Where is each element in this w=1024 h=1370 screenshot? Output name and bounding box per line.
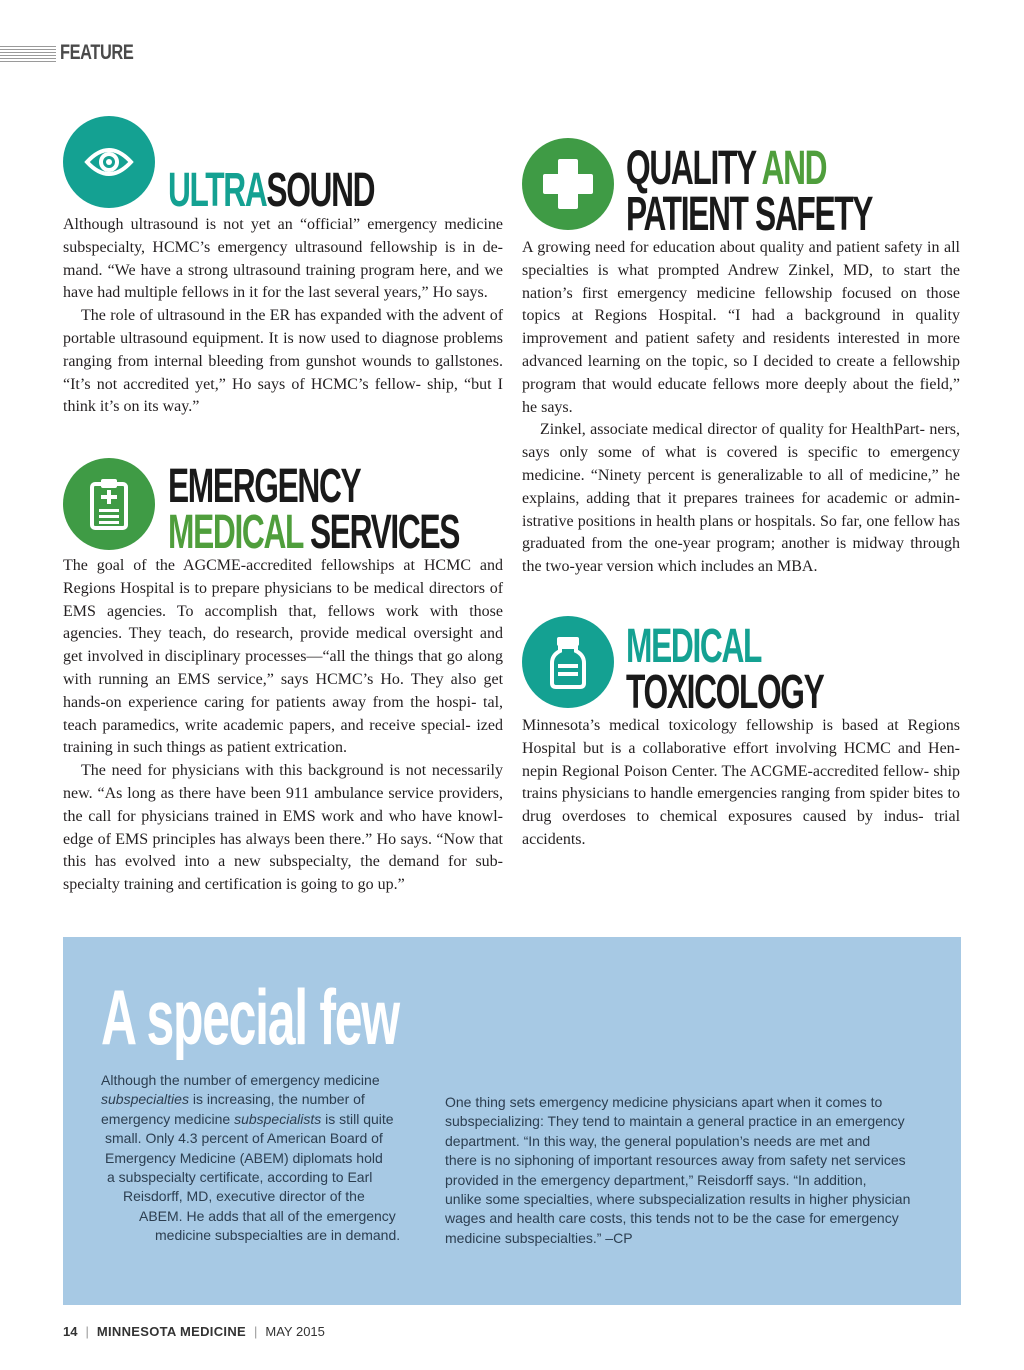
text-line: those topics at Regions Hospital. “I had a background in quality (522, 284, 960, 325)
ultrasound-heading-part-a: ULTRA (168, 164, 267, 217)
sidebar-right-line: provided in the emergency department,” Reisdorff says. “In addition, (445, 1171, 867, 1188)
toxicology-heading (626, 620, 824, 719)
text-line: get hands-on experience caring for patients away from the hospi- (63, 670, 504, 711)
ultrasound-paragraph-1 (63, 214, 503, 305)
ultrasound-icon-circle (63, 116, 155, 208)
section-tag-hatch (0, 44, 56, 62)
text-line: Regions Hospital is to prepare physicians to be medical directors (63, 579, 485, 597)
toxicology-heading-part-b: TOXICOLOGY (626, 666, 824, 719)
sidebar-left-line: Reisdorff, MD, executive director of the (123, 1188, 365, 1205)
text-line: mand. “We have a strong ultrasound training program here, and (63, 261, 480, 279)
sidebar-left-line: subspecialties is increasing, the number of (101, 1091, 365, 1108)
text-line: advanced learning on the topic, so I decided to create a fellowship (522, 352, 960, 370)
sidebar-left-line: Although the number of emergency medicine (101, 1072, 380, 1088)
quality-heading-part-b: AND (761, 142, 827, 195)
text-line: tal, teach paramedics, write academic papers, and receive special- (63, 693, 504, 734)
issue-date: MAY 2015 (265, 1324, 325, 1339)
text-line: Although ultrasound is not yet an “official” emergency medicine (63, 216, 503, 233)
sidebar-right-line: unlike some specialties, where subspecialization results in higher physician (445, 1191, 911, 1208)
quality-paragraph-2 (522, 419, 960, 579)
ems-heading (168, 460, 460, 559)
quality-heading (626, 142, 873, 241)
toxicology-heading-part-a: MEDICAL (626, 620, 762, 673)
eye-icon (84, 144, 134, 180)
text-line: ized training in such things as patient extrication. (63, 716, 504, 757)
ultrasound-heading-part-b: SOUND (266, 164, 375, 217)
text-line: The role of ultrasound in the ER has expanded with the advent (81, 307, 486, 325)
footer-separator: | (85, 1324, 89, 1339)
text-line: The need for physicians with this background is not necessarily (81, 762, 503, 780)
toxicology-body (522, 715, 960, 852)
quality-body (522, 237, 960, 579)
text-line: to gallstones. “It’s not accredited yet,” Ho says of HCMC’s fellow- (63, 352, 504, 393)
sidebar-right-line: subspecializing: They tend to maintain a general practice in an emergency (445, 1113, 905, 1130)
ems-icon-circle (63, 458, 155, 550)
medical-cross-icon (541, 157, 595, 211)
sidebar-box (63, 937, 961, 1305)
ems-heading-part-a: EMERGENCY (168, 460, 361, 513)
text-line: ship trains physicians to handle emergencies ranging from spider (522, 762, 961, 803)
toxicology-icon-circle (522, 616, 614, 708)
text-line: A growing need for education about quality and patient safety (522, 239, 923, 256)
quality-icon-circle (522, 138, 614, 230)
emphasis: subspecialists (234, 1110, 322, 1127)
text-line: agencies. They teach, do research, provide medical oversight and (63, 625, 503, 643)
text-line: in all specialties is what prompted Andrew Zinkel, MD, to start (522, 239, 960, 279)
text-line: bites to drug overdoses to chemical exposures caused by indus- (522, 785, 960, 826)
ems-body (63, 555, 503, 897)
ultrasound-paragraph-2 (63, 305, 503, 419)
clipboard-icon (89, 478, 129, 530)
text-line: medicine. “Ninety percent is generalizable to all of medicine,” he (522, 466, 960, 484)
sidebar-left-line: Emergency Medicine (ABEM) diplomats hold (105, 1149, 383, 1166)
ems-heading-part-c: SERVICES (309, 506, 460, 559)
ems-paragraph-1 (63, 555, 503, 760)
text-line: improvement and patient safety and residents interested in more (522, 330, 960, 348)
sidebar-right-line: there is no siphoning of important resources away from safety net services (445, 1152, 906, 1169)
sidebar-right-column (445, 1093, 941, 1248)
page-footer (63, 1324, 325, 1339)
text-line: subspecialty, HCMC’s emergency ultrasound fellowship is in de- (63, 238, 503, 256)
magazine-name: MINNESOTA MEDICINE (96, 1324, 246, 1339)
text-line: problems ranging from internal bleeding from gunshot wounds (63, 329, 504, 370)
sidebar-right-line: One thing sets emergency medicine physicians apart when it comes to (445, 1094, 883, 1110)
ems-heading-part-b: MEDICAL (168, 506, 303, 559)
text-line: of EMS agencies. To accomplish that, fellows work with those (63, 579, 504, 620)
text-line: get involved in disciplinary processes—“all the things that go (63, 648, 463, 666)
sidebar-title: A special few (101, 973, 399, 1061)
quality-heading-part-c: PATIENT SAFETY (626, 188, 873, 241)
sidebar-right-line: department. “In this way, the general population’s needs are met and (445, 1132, 871, 1149)
quality-heading-part-a: QUALITY (626, 142, 756, 195)
text-line: that this has evolved into a new subspecialty, the demand for sub- (63, 830, 503, 871)
sidebar-left-line: small. Only 4.3 percent of American Board of (105, 1130, 383, 1147)
text-line: ship, “but I think it’s on its way.” (63, 375, 504, 416)
text-line: the nation’s first emergency medicine fellowship focused on (522, 261, 960, 302)
text-line: along with running an EMS service,” says HCMC’s Ho. They also (63, 648, 503, 688)
emphasis: subspecialties (101, 1091, 189, 1108)
text-line: the call for physicians trained in EMS work and who have knowl- (63, 807, 503, 825)
toxicology-paragraph-1 (522, 715, 960, 852)
text-line: Zinkel, associate medical director of quality for HealthPart- (540, 421, 925, 439)
text-line: The goal of the AGCME-accredited fellowships at HCMC and (63, 557, 503, 574)
ultrasound-body (63, 214, 503, 419)
sidebar-left-column (101, 1071, 421, 1246)
text-line: Minnesota’s medical toxicology fellowship is based at Regions (522, 717, 960, 734)
sidebar-left-line: a subspecialty certificate, according to Earl (107, 1169, 373, 1186)
section-tag (0, 40, 154, 66)
footer-separator: | (253, 1324, 258, 1339)
text-line: he says. (522, 398, 573, 416)
sidebar-right-line: medicine subspecialties.” –CP (445, 1229, 633, 1246)
text-line: nepin Regional Poison Center. The ACGME-accredited fellow- (522, 762, 930, 780)
text-line: specialty training and certification is going to go up.” (63, 876, 405, 894)
sidebar-right-line: wages and health care costs, this tends not to be the case for emergency (445, 1210, 899, 1227)
sidebar-left-line: emergency medicine subspecialists is still quite (101, 1110, 394, 1127)
sidebar-left-line: ABEM. He adds that all of the emergency (139, 1207, 396, 1224)
text-line: we have had multiple fellows in it for the last several years,” Ho says. (63, 261, 503, 302)
text-line: trial accidents. (522, 808, 961, 848)
text-line: istrative positions in health plans or hospitals. So far, one fellow (522, 512, 935, 530)
sidebar-left-line: medicine subspecialties are in demand. (155, 1227, 401, 1244)
text-line: new. “As long as there have been 911 ambulance service providers, (63, 784, 503, 802)
text-line: through the two-year version which includes an MBA. (522, 535, 961, 576)
text-line: edge of EMS principles has always been there.” Ho says. “Now (63, 830, 475, 848)
ultrasound-heading (168, 164, 375, 217)
medicine-bottle-icon (548, 635, 588, 689)
text-line: ners, says only some of what is covered is specific to emergency (522, 421, 961, 462)
text-line: Hospital but is a collaborative effort involving HCMC and Hen- (522, 739, 960, 757)
text-line: has graduated from the one-year program; another is midway (522, 512, 960, 553)
section-tag-label: FEATURE (60, 41, 134, 64)
quality-paragraph-1 (522, 237, 960, 419)
text-line: of portable ultrasound equipment. It is now used to diagnose (63, 307, 504, 347)
text-line: program that would educate fellows more deeply about the field,” (522, 375, 960, 393)
ems-paragraph-2 (63, 760, 503, 897)
text-line: explains, adding that it prepares trainees for academic or admin- (522, 489, 960, 507)
page-number: 14 (63, 1324, 78, 1339)
